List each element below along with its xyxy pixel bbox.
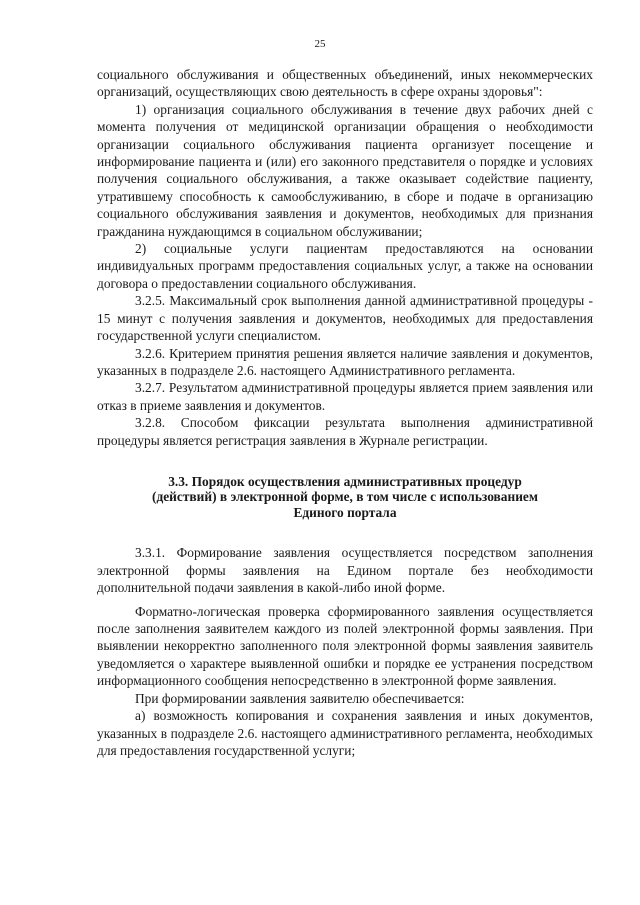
paragraph: Форматно-логическая проверка сформированного заявления осуществляется после заполнения заявителем каждого из полей электронной формы заявления. При выявлении некорректно заполненного поля электронной формы заявления заявитель уведомляется о характере выявленной ошибки и порядке ее устранения посредством информационного сообщения непосредственно в электронной форме заявления. — [97, 603, 593, 689]
page-number: 25 — [314, 38, 326, 50]
paragraph: При формировании заявления заявителю обеспечивается: — [135, 690, 465, 706]
paragraph: а) возможность копирования и сохранения заявления и иных документов, указанных в подразделе 2.6. настоящего административного регламента, необходимых для предоставления государственной услуги; — [97, 708, 593, 758]
page-body — [97, 66, 593, 759]
paragraph: 3.2.6. Критерием принятия решения является наличие заявления и документов, указанных в подразделе 2.6. настоящего Административного регламента. — [97, 345, 593, 378]
section-heading: 3.3. Порядок осуществления административных процедур (действий) в электронной форме, в том числе с использованием Единого портала — [152, 473, 538, 520]
paragraph: 2) социальные услуги пациентам предоставляются на основании индивидуальных программ предоставления социальных услуг, а также на основании договора о предоставлении социального обслуживания. — [97, 241, 593, 291]
paragraph: 3.3.1. Формирование заявления осуществляется посредством заполнения электронной формы заявления на Едином портале без необходимости дополнительной подачи заявления в какой-либо иной форме. — [97, 545, 593, 596]
paragraph: социального обслуживания и общественных объединений, иных некоммерческих организаций, осуществляющих свою деятельность в сфере охраны здоровья": — [97, 67, 593, 100]
paragraph: 3.2.7. Результатом административной процедуры является прием заявления или отказ в приеме заявления и документов. — [97, 380, 593, 413]
paragraph: 1) организация социального обслуживания в течение двух рабочих дней с момента получения от медицинской организации обращения о необходимости организации социального обслуживания пациента организует посещение и информирование пациента и (или) его законного представителя о порядке и условиях получения социального обслуживания, а также оказывает содействие пациенту, утратившему способность к самообслуживанию, в сборе и подаче в организацию социального обслуживания заявления и документов, необходимых для признания гражданина нуждающимся в социальном обслуживании; — [97, 101, 593, 239]
paragraph: 3.2.5. Максимальный срок выполнения данной административной процедуры - 15 минут с получения заявления и документов, необходимых для предоставления государственной услуги специалистом. — [97, 293, 593, 344]
paragraph: 3.2.8. Способом фиксации результата выполнения административной процедуры является регистрация заявления в Журнале регистрации. — [97, 415, 593, 448]
